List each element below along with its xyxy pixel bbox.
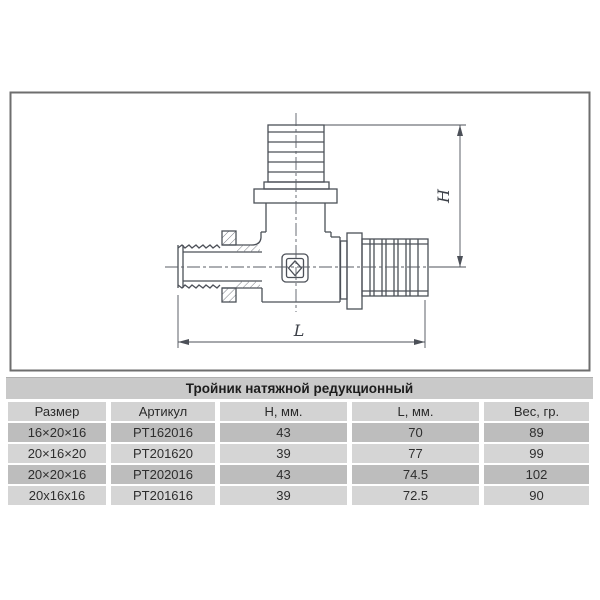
table-row — [8, 486, 589, 505]
header-article: Артикул — [111, 402, 215, 421]
cell-weight: 102 — [484, 465, 589, 484]
cell-h: 39 — [220, 486, 347, 505]
header-size: Размер — [8, 402, 106, 421]
dim-l-label: L — [293, 321, 305, 340]
cell-article: PT202016 — [111, 465, 215, 484]
cell-h: 43 — [220, 465, 347, 484]
cell-article: PT201616 — [111, 486, 215, 505]
cell-l: 72.5 — [352, 486, 479, 505]
table-row — [8, 465, 589, 484]
cell-l: 70 — [352, 423, 479, 442]
cell-weight: 90 — [484, 486, 589, 505]
cell-size: 20x16x16 — [8, 486, 106, 505]
header-h-mm: Н, мм. — [220, 402, 347, 421]
table-header-row — [8, 402, 589, 421]
cell-h: 43 — [220, 423, 347, 442]
cell-l: 77 — [352, 444, 479, 463]
cell-size: 16×20×16 — [8, 423, 106, 442]
cell-article: PT162016 — [111, 423, 215, 442]
cell-h: 39 — [220, 444, 347, 463]
header-l-mm: L, мм. — [352, 402, 479, 421]
cell-weight: 89 — [484, 423, 589, 442]
cell-size: 20×16×20 — [8, 444, 106, 463]
header-weight: Вес, гр. — [484, 402, 589, 421]
cell-size: 20×20×16 — [8, 465, 106, 484]
cell-weight: 99 — [484, 444, 589, 463]
cell-l: 74.5 — [352, 465, 479, 484]
cell-article: PT201620 — [111, 444, 215, 463]
table-title: Тройник натяжной редукционный — [6, 377, 593, 399]
table-row — [8, 423, 589, 442]
table-row — [8, 444, 589, 463]
dim-h-label: H — [434, 189, 453, 203]
